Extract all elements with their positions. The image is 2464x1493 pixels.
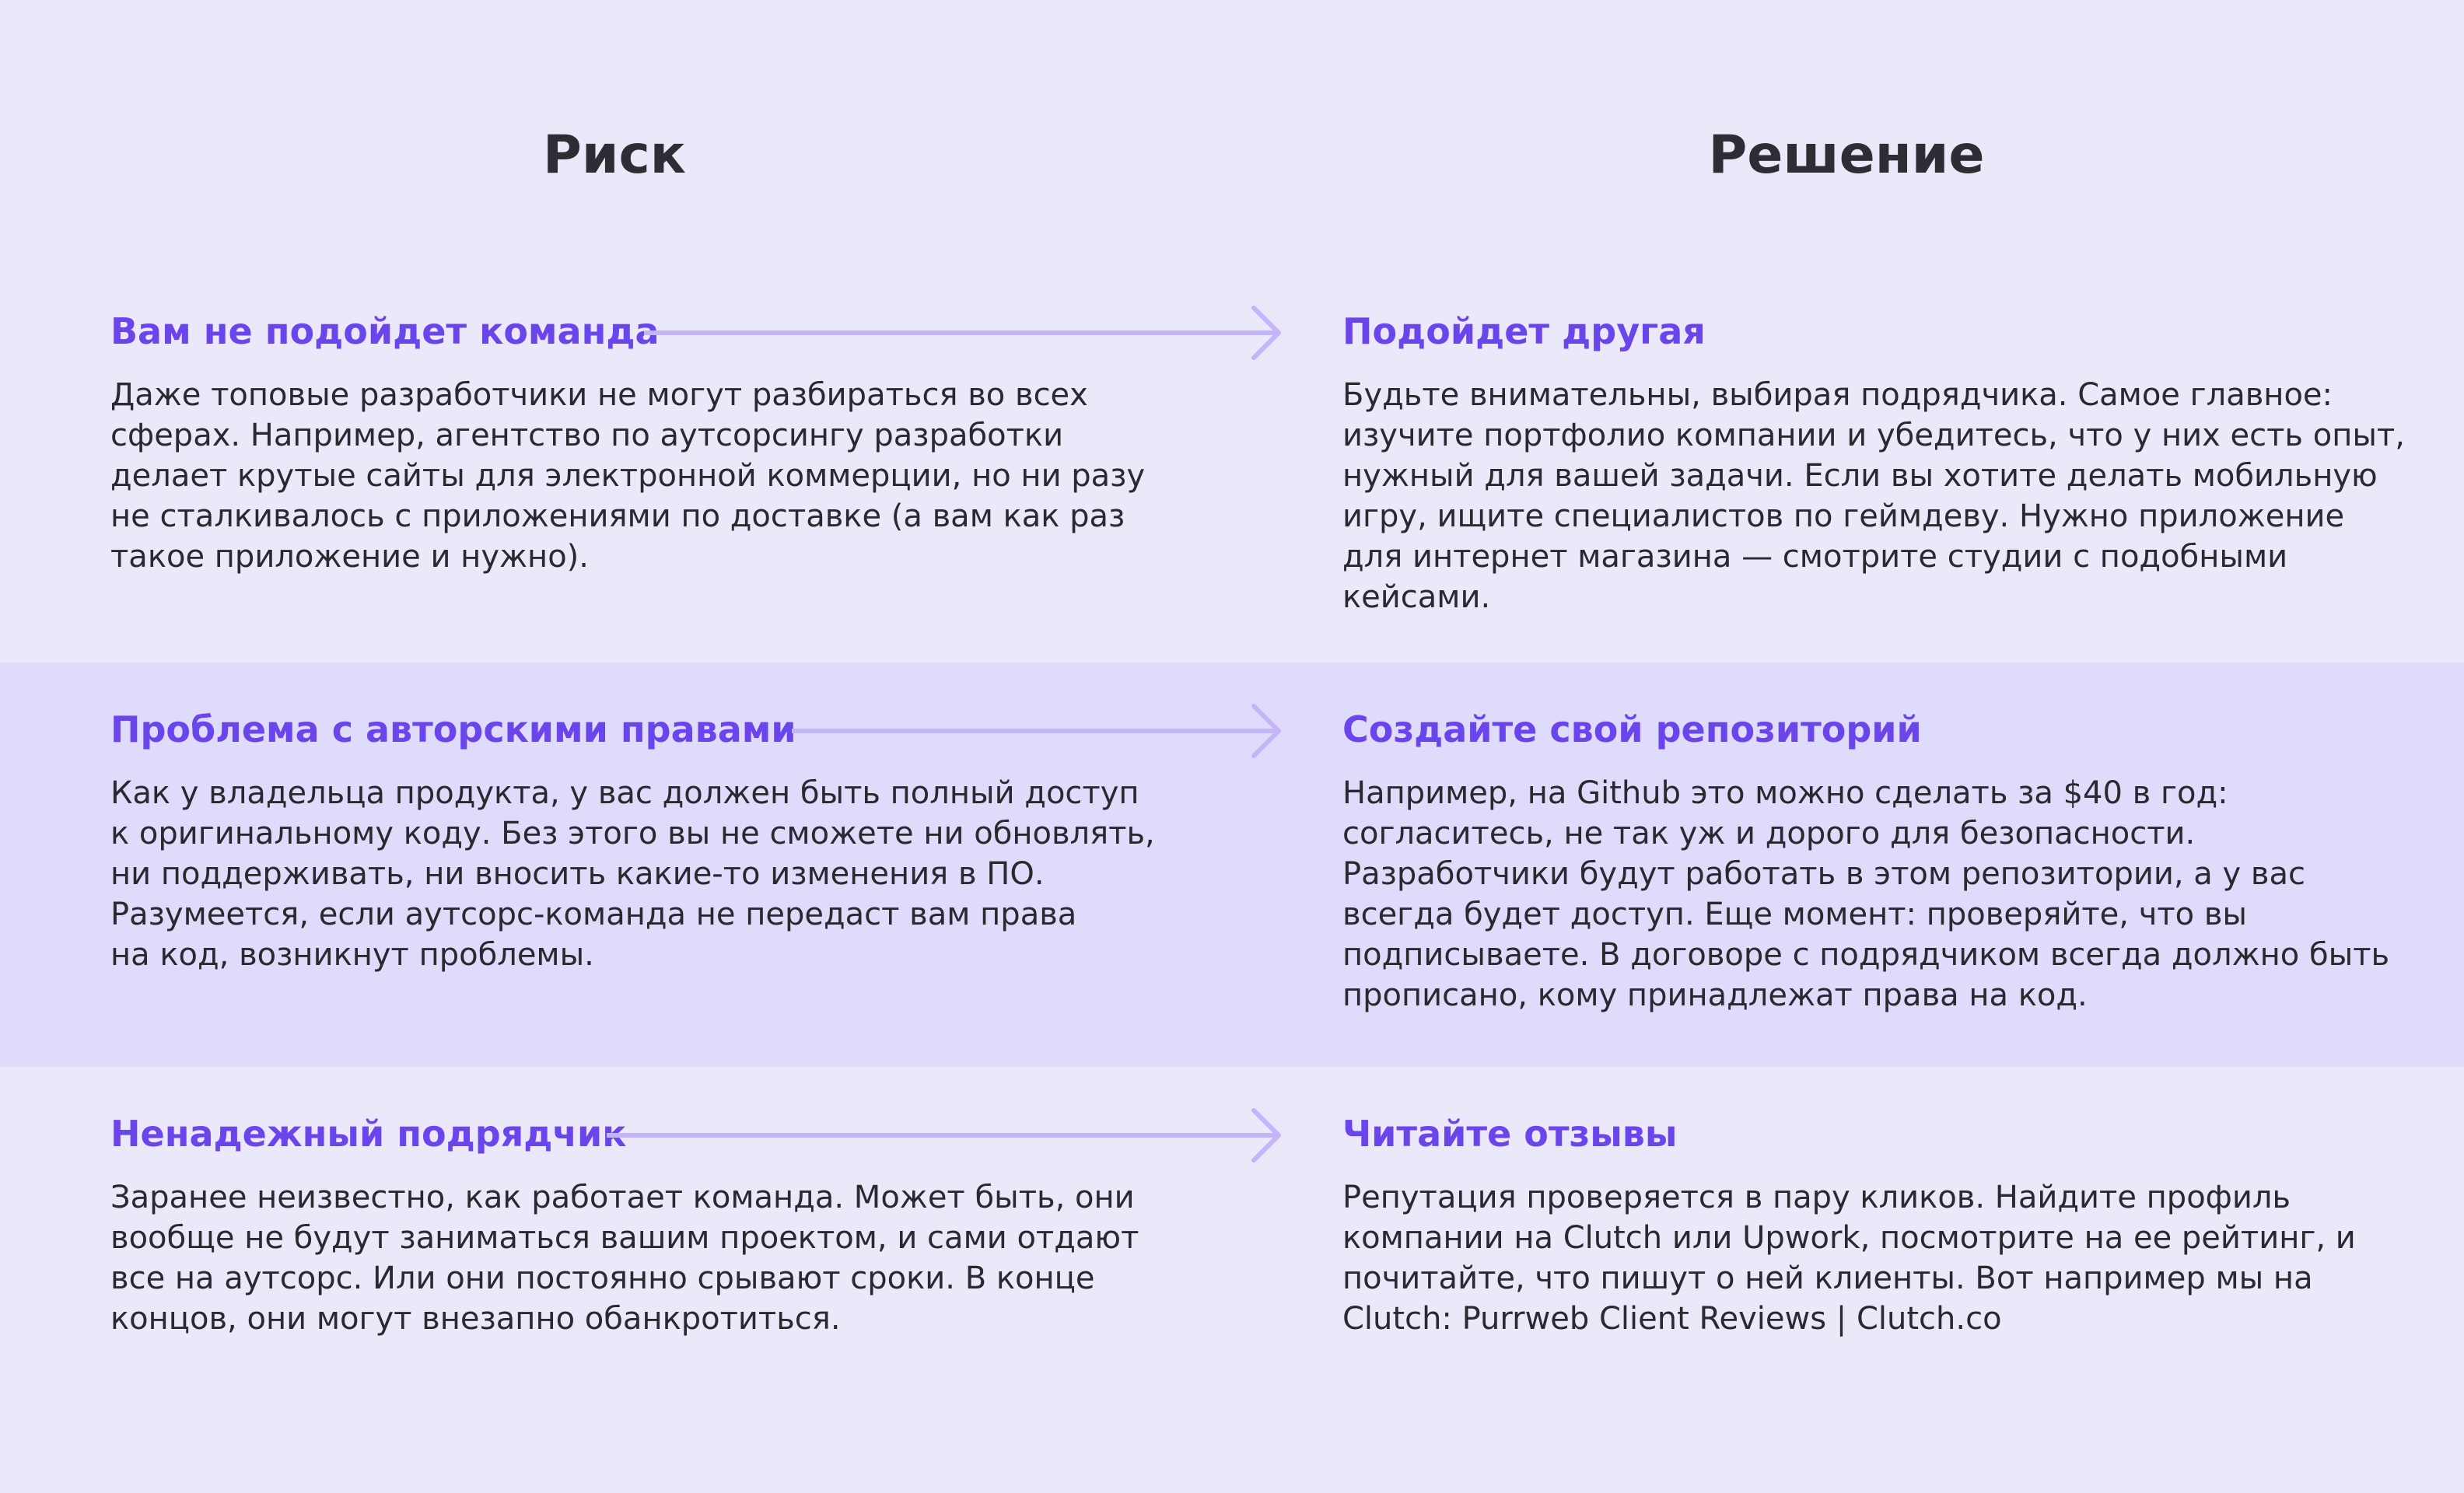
text-line: нужный для вашей задачи. Если вы хотите делать мобильную [1342,458,2378,494]
risk-heading-2: Проблема с авторскими правами [110,708,796,750]
text-line: изучите портфолио компании и убедитесь, что у них есть опыт, [1342,418,2405,453]
risk-text-2 [110,773,1155,975]
text-line: согласитесь, не так уж и дорого для безопасности. [1342,816,2196,851]
solution-heading-3: Читайте отзывы [1342,1113,1678,1155]
risk-heading-1: Вам не подойдет команда [110,310,660,352]
text-line: Репутация проверяется в пару кликов. Найдите профиль [1342,1180,2291,1215]
text-line: всегда будет доступ. Еще момент: проверяйте, что вы [1342,897,2247,932]
text-line: Clutch: Purrweb Client Reviews | Clutch.co [1342,1301,2002,1337]
text-line: Заранее неизвестно, как работает команда. Может быть, они [110,1180,1135,1215]
arrow-right-icon [792,700,1286,762]
text-line: на код, возникнут проблемы. [110,937,594,973]
text-line: к оригинальному коду. Без этого вы не сможете ни обновлять, [110,816,1155,851]
solution-column-title: Решение [1708,124,1985,186]
text-line: подписываете. В договоре с подрядчиком всегда должно быть [1342,937,2390,973]
risk-text-1 [110,375,1145,577]
text-line: Например, на Github это можно сделать за $40 в год: [1342,775,2228,811]
text-line: игру, ищите специалистов по геймдеву. Нужно приложение [1342,498,2345,534]
text-line: сферах. Например, агентство по аутсорсингу разработки [110,418,1064,453]
text-line: компании на Clutch или Upwork, посмотрите на ее рейтинг, и [1342,1220,2356,1256]
text-line: Разумеется, если аутсорс-команда не передаст вам права [110,897,1077,932]
solution-text-1 [1342,375,2405,617]
solution-text-3 [1342,1177,2356,1339]
text-line: Как у владельца продукта, у вас должен быть полный доступ [110,775,1139,811]
text-line: Будьте внимательны, выбирая подрядчика. Самое главное: [1342,377,2333,413]
text-line: все на аутсорс. Или они постоянно срывают сроки. В конце [110,1260,1095,1296]
text-line: делает крутые сайты для электронной коммерции, но ни разу [110,458,1146,494]
solution-heading-2: Создайте свой репозиторий [1342,708,1922,750]
text-line: такое приложение и нужно). [110,539,589,575]
solution-heading-1: Подойдет другая [1342,310,1706,352]
risk-heading-3: Ненадежный подрядчик [110,1113,627,1155]
text-line: Даже топовые разработчики не могут разбираться во всех [110,377,1088,413]
text-line: ни поддерживать, ни вносить какие-то изменения в ПО. [110,856,1045,892]
text-line: вообще не будут заниматься вашим проектом, и сами отдают [110,1220,1139,1256]
text-line: Разработчики будут работать в этом репозитории, а у вас [1342,856,2305,892]
risk-text-3 [110,1177,1139,1339]
solution-text-2 [1342,773,2389,1016]
text-line: почитайте, что пишут о ней клиенты. Вот например мы на [1342,1260,2313,1296]
text-line: для интернет магазина — смотрите студии с подобными [1342,539,2288,575]
text-line: прописано, кому принадлежат права на код. [1342,977,2088,1013]
text-line: концов, они могут внезапно обанкротиться. [110,1301,841,1337]
text-line: не сталкивалось с приложениями по доставке (а вам как раз [110,498,1125,534]
text-line: кейсами. [1342,579,1491,615]
arrow-right-icon [607,1104,1286,1166]
arrow-right-icon [644,302,1286,364]
risk-column-title: Риск [543,124,686,186]
